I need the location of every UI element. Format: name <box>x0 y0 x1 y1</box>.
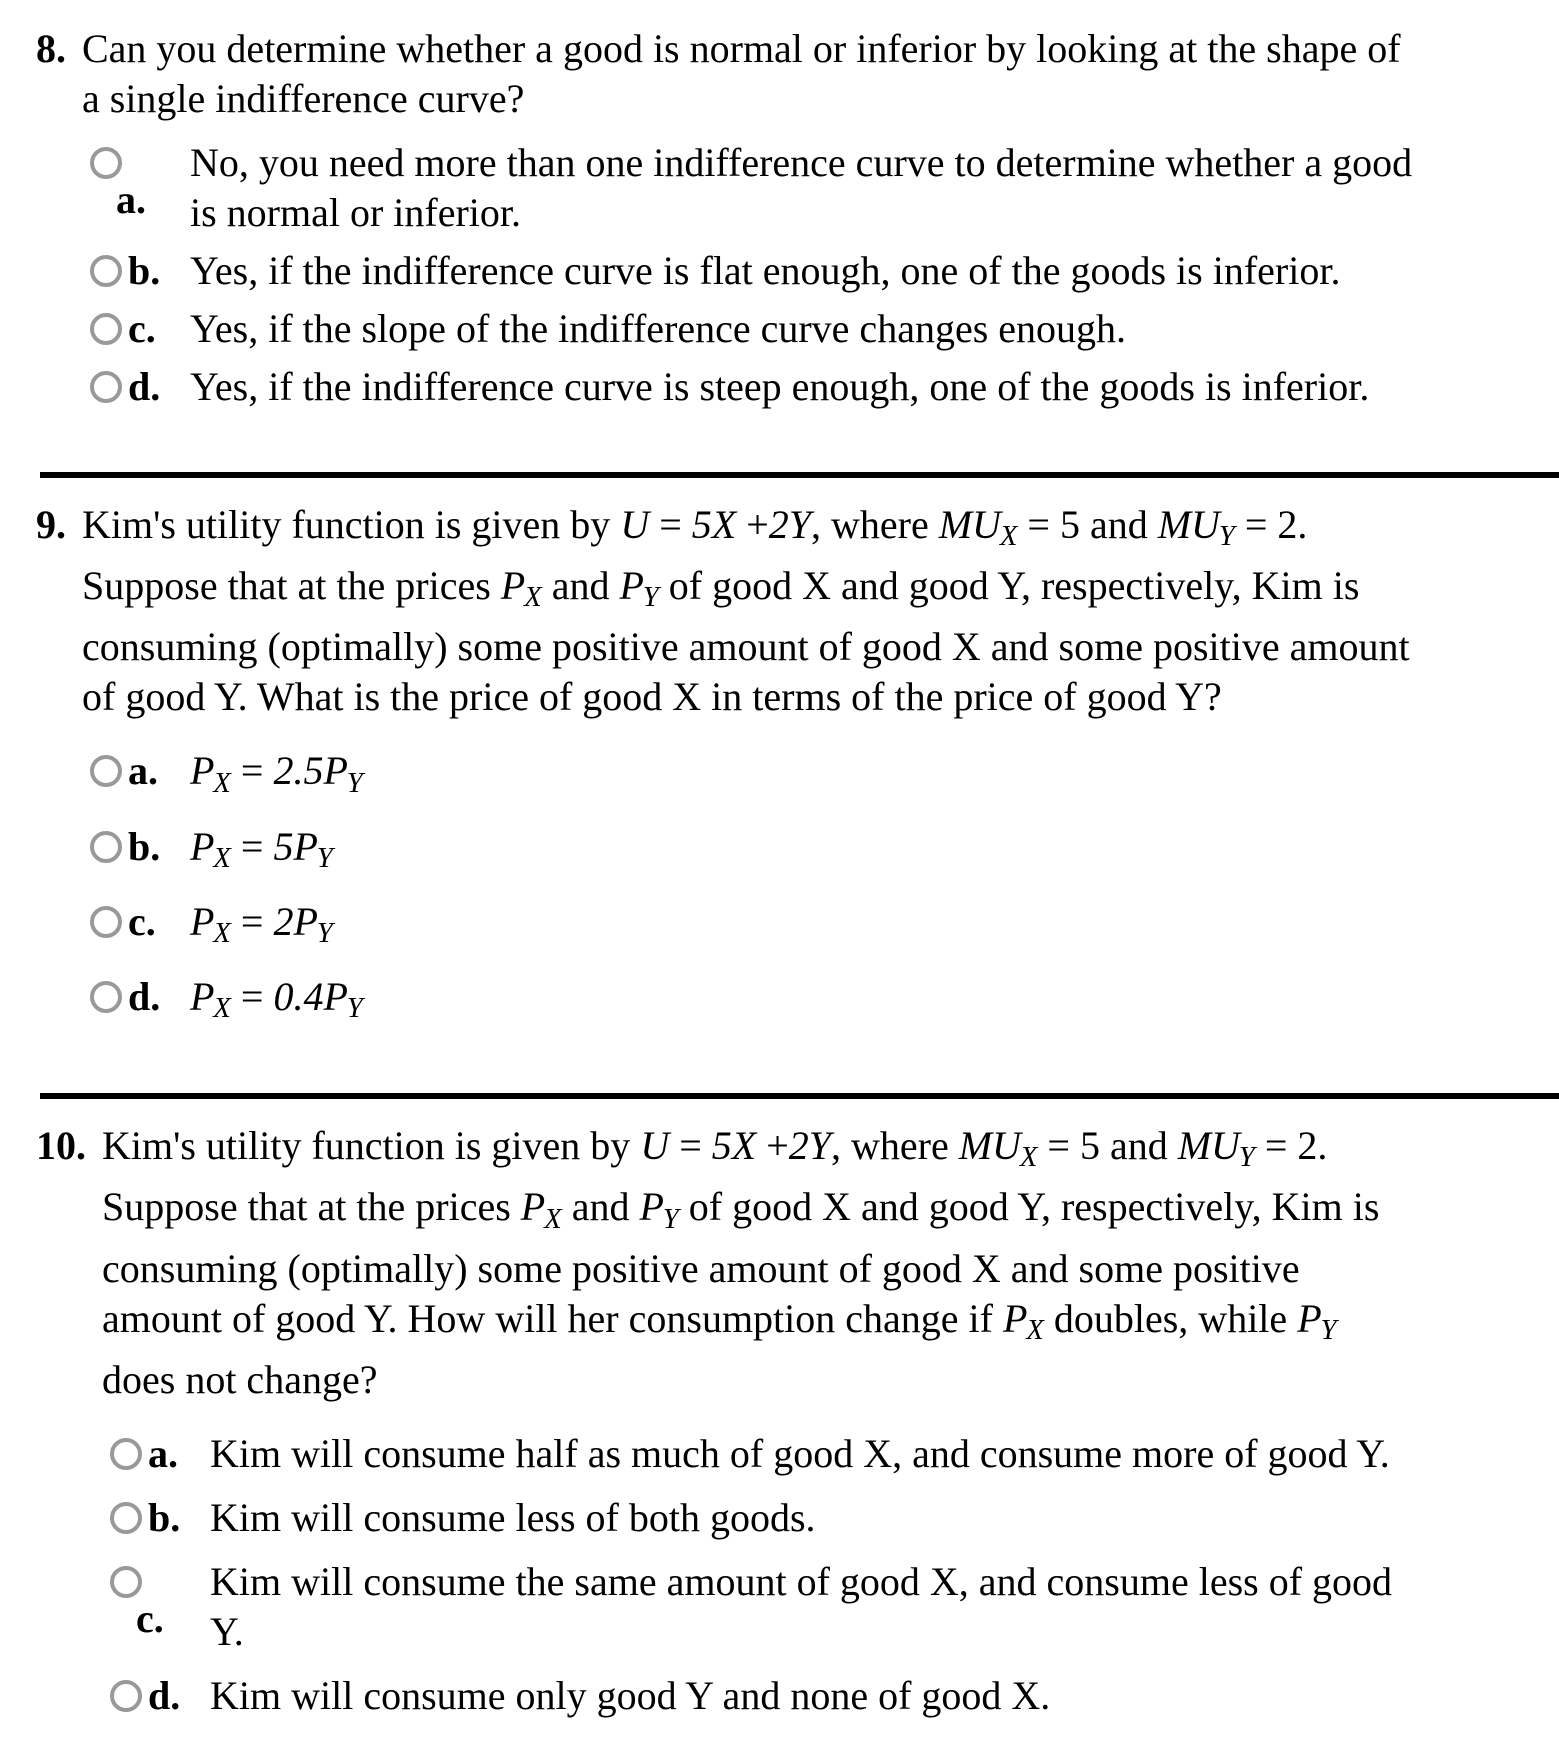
answer-option-10c[interactable] <box>110 1557 1559 1657</box>
option-marker <box>110 1429 210 1479</box>
option-marker <box>90 304 190 354</box>
option-text <box>190 897 1559 958</box>
text-line: Suppose that at the prices $P_X$ and $P_Y$ of good X and good Y, respectively, Kim is <box>102 1184 1380 1235</box>
option-text <box>190 138 1559 238</box>
option-marker <box>90 246 190 296</box>
option-text <box>190 972 1559 1033</box>
answer-option-10d[interactable] <box>110 1671 1559 1721</box>
option-marker <box>90 138 190 225</box>
radio-button[interactable] <box>90 255 122 287</box>
text-line: Suppose that at the prices $P_X$ and $P_Y$ of good X and good Y, respectively, Kim is <box>82 563 1360 614</box>
text-line: amount of good Y. How will her consumption change if $P_X$ doubles, while $P_Y$ <box>102 1295 1337 1346</box>
option-marker <box>110 1671 210 1721</box>
option-marker <box>110 1493 210 1543</box>
radio-button[interactable] <box>110 1438 142 1470</box>
text-line: Kim's utility function is given by U = 5X +2Y, where $MU_X = 5$ and $MU_Y = 2$. <box>82 502 1308 553</box>
question-text <box>82 24 1401 124</box>
option-text <box>210 1429 1559 1479</box>
option-letter: c. <box>128 898 156 944</box>
text-line: Yes, if the indifference curve is flat enough, one of the goods is inferior. <box>190 248 1341 293</box>
option-letter: a. <box>128 748 158 794</box>
text-line: $P_X = 2.5P_Y$ <box>190 748 363 799</box>
text-line: Kim will consume only good Y and none of good X. <box>210 1672 1051 1718</box>
radio-button[interactable] <box>90 755 122 787</box>
options-list <box>90 746 1559 1033</box>
text-line: $P_X = 0.4P_Y$ <box>190 973 363 1025</box>
option-letter: d. <box>148 1672 181 1718</box>
option-marker <box>90 822 190 872</box>
option-marker <box>90 897 190 947</box>
answer-option-9c[interactable] <box>90 897 1559 958</box>
question-10 <box>0 1121 1559 1721</box>
option-text <box>190 362 1559 412</box>
text-line: Kim's utility function is given by U = 5X +2Y, where $MU_X = 5$ and $MU_Y = 2$. <box>102 1123 1328 1174</box>
radio-button[interactable] <box>90 313 122 345</box>
text-line: a single indifference curve? <box>82 76 525 121</box>
text-line: Yes, if the indifference curve is steep enough, one of the goods is inferior. <box>190 364 1370 409</box>
text-line: $P_X = 5P_Y$ <box>190 823 333 874</box>
answer-option-8a[interactable] <box>90 138 1559 238</box>
option-letter: b. <box>128 248 161 293</box>
text-line: Can you determine whether a good is normal or inferior by looking at the shape of <box>82 26 1401 71</box>
answer-option-9d[interactable] <box>90 972 1559 1033</box>
option-text <box>210 1557 1559 1657</box>
question-text <box>82 500 1410 722</box>
text-line: No, you need more than one indifference curve to determine whether a good <box>190 140 1413 185</box>
text-line: Kim will consume the same amount of good X, and consume less of good <box>210 1558 1393 1604</box>
option-letter: c. <box>136 1595 164 1641</box>
option-text <box>190 822 1559 883</box>
answer-option-10a[interactable] <box>110 1429 1559 1479</box>
option-text <box>210 1493 1559 1543</box>
question-text <box>102 1121 1379 1405</box>
answer-option-10b[interactable] <box>110 1493 1559 1543</box>
radio-button[interactable] <box>90 371 122 403</box>
option-marker <box>110 1557 210 1644</box>
question-9 <box>0 500 1559 1033</box>
option-letter: d. <box>128 364 161 409</box>
option-text <box>190 746 1559 807</box>
option-letter: c. <box>128 306 156 351</box>
options-list <box>90 138 1559 412</box>
text-line: does not change? <box>102 1356 378 1402</box>
text-line: Kim will consume half as much of good X, and consume more of good Y. <box>210 1430 1390 1476</box>
answer-option-9a[interactable] <box>90 746 1559 807</box>
option-letter: b. <box>148 1494 181 1540</box>
radio-button[interactable] <box>90 981 122 1013</box>
radio-button[interactable] <box>90 831 122 863</box>
option-text <box>190 246 1559 296</box>
question-number: 8. <box>36 26 66 71</box>
option-marker <box>90 746 190 796</box>
option-letter: a. <box>148 1430 178 1476</box>
text-line: Y. <box>210 1608 244 1654</box>
option-text <box>210 1671 1559 1721</box>
question-divider <box>40 1093 1559 1099</box>
answer-option-9b[interactable] <box>90 822 1559 883</box>
radio-button[interactable] <box>110 1502 142 1534</box>
text-line: Kim will consume less of both goods. <box>210 1494 816 1540</box>
text-line: is normal or inferior. <box>190 190 522 235</box>
question-number: 10. <box>36 1123 86 1169</box>
question-8 <box>0 24 1559 412</box>
radio-button[interactable] <box>110 1680 142 1712</box>
question-number: 9. <box>36 502 66 547</box>
question-divider <box>40 472 1559 478</box>
text-line: $P_X = 2P_Y$ <box>190 898 333 949</box>
answer-option-8d[interactable] <box>90 362 1559 412</box>
radio-button[interactable] <box>90 906 122 938</box>
text-line: Yes, if the slope of the indifference curve changes enough. <box>190 306 1127 351</box>
answer-option-8c[interactable] <box>90 304 1559 354</box>
text-line: consuming (optimally) some positive amount of good X and some positive amount <box>82 624 1410 670</box>
option-marker <box>90 972 190 1022</box>
answer-option-8b[interactable] <box>90 246 1559 296</box>
option-text <box>190 304 1559 354</box>
options-list <box>110 1429 1559 1721</box>
option-marker <box>90 362 190 412</box>
text-line: of good Y. What is the price of good X in terms of the price of good Y? <box>82 674 1222 720</box>
option-letter: d. <box>128 973 161 1019</box>
option-letter: a. <box>116 177 146 222</box>
text-line: consuming (optimally) some positive amount of good X and some positive <box>102 1245 1300 1291</box>
option-letter: b. <box>128 823 161 869</box>
